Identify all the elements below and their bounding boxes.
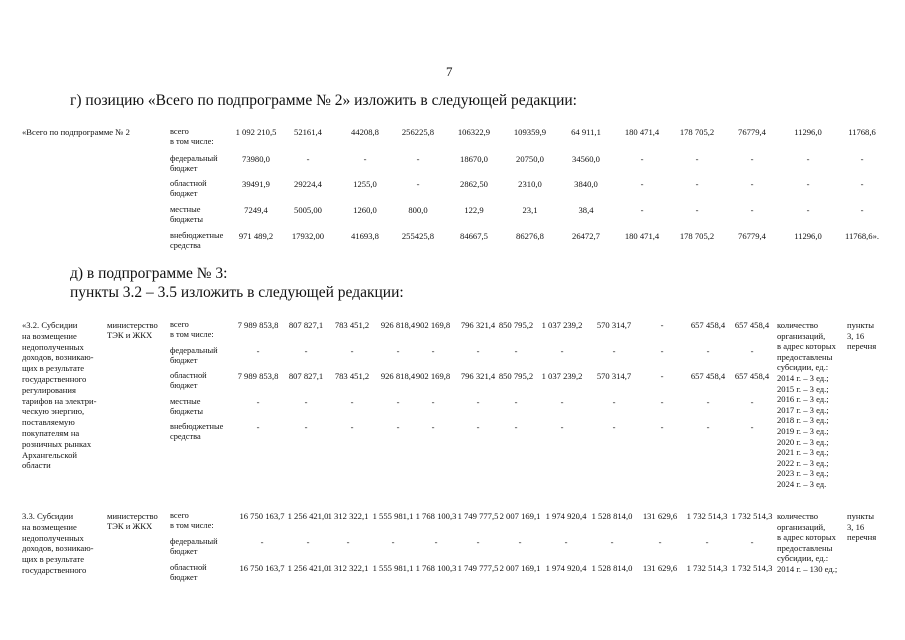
value-cell: 7249,4 xyxy=(244,205,268,215)
value-cell: 109359,9 xyxy=(513,127,547,137)
value-cell: 1 732 514,3 xyxy=(731,563,773,573)
value-cell: 255425,8 xyxy=(401,231,435,241)
value-cell: - xyxy=(431,346,435,356)
quantity-line: предоставлены xyxy=(777,351,833,362)
value-cell: - xyxy=(706,397,710,407)
value-cell: - xyxy=(564,537,568,547)
row-label: бюджеты xyxy=(170,215,204,225)
row-label: в том числе: xyxy=(170,330,214,340)
reference-line: перечня xyxy=(847,341,877,352)
value-cell: 1 974 920,4 xyxy=(545,511,587,521)
value-cell: 1 312 322,1 xyxy=(327,563,369,573)
value-cell: 73980,0 xyxy=(242,154,270,164)
item-title-line: поставляемую xyxy=(22,417,75,428)
value-cell: 41693,8 xyxy=(351,231,379,241)
quantity-line: 2021 г. – 3 ед.; xyxy=(777,447,829,458)
value-cell: - xyxy=(514,422,518,432)
quantity-line: 2020 г. – 3 ед.; xyxy=(777,436,829,447)
value-cell: - xyxy=(612,346,616,356)
row-label: всего xyxy=(170,511,189,520)
row-label: бюджет xyxy=(170,573,198,583)
row-label: местные xyxy=(170,205,201,214)
item-title-line: доходов, возникаю- xyxy=(22,352,94,363)
value-cell: 796 321,4 xyxy=(460,320,496,330)
value-cell: - xyxy=(695,154,699,164)
row-label: областной xyxy=(170,563,207,572)
item-title-line: государственного xyxy=(22,565,87,575)
value-cell: 1 749 777,5 xyxy=(457,563,499,573)
value-cell: - xyxy=(806,154,810,164)
value-cell: - xyxy=(560,346,564,356)
quantity-line: организаций, xyxy=(777,521,826,532)
row-label: в том числе: xyxy=(170,521,214,531)
value-cell: - xyxy=(416,154,420,164)
value-cell: - xyxy=(391,537,395,547)
ministry-line: министерство xyxy=(107,320,158,330)
item-title-line: недополученных xyxy=(22,532,84,543)
item-title-line: покупателям на xyxy=(22,428,80,438)
value-cell: - xyxy=(396,422,400,432)
heading-subprogram-2: г) позицию «Всего по подпрограмме № 2» изложить в следующей редакции: xyxy=(70,92,577,109)
value-cell: - xyxy=(660,371,664,381)
quantity-line: в адрес которых xyxy=(777,341,836,352)
value-cell: 783 451,2 xyxy=(334,320,370,330)
value-cell: 796 321,4 xyxy=(460,371,496,381)
value-cell: 180 471,4 xyxy=(624,127,660,137)
value-cell: - xyxy=(431,422,435,432)
item-title-line: регулирования xyxy=(22,384,76,395)
value-cell: 1 732 514,3 xyxy=(731,511,773,521)
value-cell: - xyxy=(514,346,518,356)
item-title-line: на возмещение xyxy=(22,330,77,341)
value-cell: - xyxy=(860,205,864,215)
subprogram-title: «Всего по подпрограмме № 2 xyxy=(22,127,130,137)
value-cell: 11768,6 xyxy=(848,127,876,137)
quantity-line: субсидии, ед.: xyxy=(777,553,829,564)
value-cell: - xyxy=(350,346,354,356)
value-cell: 1 037 239,2 xyxy=(541,320,583,330)
value-cell: 1 732 514,3 xyxy=(686,511,728,521)
value-cell: - xyxy=(396,397,400,407)
reference-line: пункты xyxy=(847,511,875,521)
value-cell: 657 458,4 xyxy=(734,371,770,381)
value-cell: - xyxy=(476,346,480,356)
value-cell: 76779,4 xyxy=(738,127,766,137)
quantity-line: 2018 г. – 3 ед.; xyxy=(777,415,829,426)
value-cell: 1255,0 xyxy=(353,179,377,189)
item-title-line: на возмещение xyxy=(22,521,77,532)
value-cell: 5005,00 xyxy=(294,205,322,215)
value-cell: - xyxy=(304,346,308,356)
value-cell: - xyxy=(476,422,480,432)
value-cell: - xyxy=(260,537,264,547)
row-label: федеральный xyxy=(170,537,218,546)
row-label: внебюджетные xyxy=(170,231,224,240)
value-cell: - xyxy=(806,205,810,215)
item-title-line: доходов, возникаю- xyxy=(22,543,94,554)
value-cell: - xyxy=(306,537,310,547)
value-cell: - xyxy=(476,397,480,407)
item-title-line: розничных рынках xyxy=(22,438,92,449)
value-cell: - xyxy=(695,179,699,189)
value-cell: 1 256 421,0 xyxy=(287,563,329,573)
value-cell: - xyxy=(750,537,754,547)
value-cell: - xyxy=(860,154,864,164)
quantity-line: 2016 г. – 3 ед.; xyxy=(777,394,829,405)
value-cell: - xyxy=(640,205,644,215)
value-cell: 971 489,2 xyxy=(238,231,274,241)
value-cell: 1 768 100,3 xyxy=(415,511,457,521)
item-title-line: области xyxy=(22,460,51,471)
row-label: областной xyxy=(170,179,207,188)
item-title-line: щих в результате xyxy=(22,554,85,565)
item-title-line: Архангельской xyxy=(22,449,77,460)
value-cell: - xyxy=(640,179,644,189)
value-cell: 926 818,4 xyxy=(380,320,416,330)
value-cell: - xyxy=(695,205,699,215)
value-cell: - xyxy=(396,346,400,356)
value-cell: 11296,0 xyxy=(794,231,822,241)
value-cell: - xyxy=(660,397,664,407)
value-cell: 17932,00 xyxy=(291,231,325,241)
quantity-line: 2014 г. – 3 ед.; xyxy=(777,373,829,383)
reference-line: перечня xyxy=(847,532,877,543)
quantity-line: организаций, xyxy=(777,330,826,341)
ministry-line: ТЭК и ЖКХ xyxy=(107,330,153,341)
quantity-line: количество xyxy=(777,511,819,521)
value-cell: 657 458,4 xyxy=(690,320,726,330)
value-cell: 1 037 239,2 xyxy=(541,371,583,381)
value-cell: - xyxy=(514,397,518,407)
quantity-line: количество xyxy=(777,320,819,330)
value-cell: 1 092 210,5 xyxy=(235,127,277,137)
quantity-line: субсидии, ед.: xyxy=(777,362,829,373)
value-cell: 64 911,1 xyxy=(571,127,601,137)
value-cell: 2310,0 xyxy=(518,179,542,189)
value-cell: 570 314,7 xyxy=(596,371,632,381)
value-cell: 1 555 981,1 xyxy=(372,563,414,573)
value-cell: 1 974 920,4 xyxy=(545,563,587,573)
value-cell: 850 795,2 xyxy=(498,320,534,330)
value-cell: - xyxy=(660,320,664,330)
value-cell: - xyxy=(346,537,350,547)
quantity-line: 2022 г. – 3 ед.; xyxy=(777,457,829,468)
value-cell: 7 989 853,8 xyxy=(237,371,279,381)
value-cell: 657 458,4 xyxy=(690,371,726,381)
item-title-line: «3.2. Субсидии xyxy=(22,320,78,330)
value-cell: - xyxy=(640,154,644,164)
row-label: бюджет xyxy=(170,547,198,557)
value-cell: 11768,6». xyxy=(844,231,880,241)
value-cell: - xyxy=(750,397,754,407)
quantity-line: 2017 г. – 3 ед.; xyxy=(777,404,829,415)
value-cell: - xyxy=(706,422,710,432)
value-cell: - xyxy=(518,537,522,547)
value-cell: 570 314,7 xyxy=(596,320,632,330)
heading-items-3-2-3-5: пункты 3.2 – 3.5 изложить в следующей редакции: xyxy=(70,284,404,301)
value-cell: 2 007 169,1 xyxy=(499,511,541,521)
item-title-line: государственного xyxy=(22,374,87,384)
value-cell: 1 256 421,0 xyxy=(287,511,329,521)
value-cell: 902 169,8 xyxy=(415,371,451,381)
value-cell: - xyxy=(304,422,308,432)
value-cell: 44208,8 xyxy=(351,127,379,137)
value-cell: 131 629,6 xyxy=(642,511,678,521)
row-label: бюджет xyxy=(170,356,198,366)
row-label: местные xyxy=(170,397,201,406)
value-cell: 1 732 514,3 xyxy=(686,563,728,573)
value-cell: 783 451,2 xyxy=(334,371,370,381)
value-cell: - xyxy=(560,422,564,432)
value-cell: - xyxy=(610,537,614,547)
item-title-line: щих в результате xyxy=(22,363,85,374)
value-cell: - xyxy=(350,397,354,407)
value-cell: - xyxy=(706,346,710,356)
row-label: бюджеты xyxy=(170,407,204,417)
row-label: всего xyxy=(170,127,189,136)
value-cell: 2 007 169,1 xyxy=(499,563,541,573)
value-cell: - xyxy=(350,422,354,432)
value-cell: 178 705,2 xyxy=(679,231,715,241)
heading-subprogram-3: д) в подпрограмме № 3: xyxy=(70,265,228,282)
value-cell: 76779,4 xyxy=(738,231,766,241)
value-cell: - xyxy=(256,346,260,356)
value-cell: 122,9 xyxy=(464,205,484,215)
value-cell: - xyxy=(434,537,438,547)
value-cell: - xyxy=(304,397,308,407)
value-cell: 1 768 100,3 xyxy=(415,563,457,573)
value-cell: 84667,5 xyxy=(460,231,488,241)
item-title-line: тарифов на электри- xyxy=(22,395,97,406)
value-cell: 16 750 163,7 xyxy=(239,511,285,521)
value-cell: 38,4 xyxy=(578,205,594,215)
value-cell: 657 458,4 xyxy=(734,320,770,330)
reference-line: 3, 16 xyxy=(847,521,865,532)
row-label: федеральный xyxy=(170,154,218,163)
value-cell: 29224,4 xyxy=(294,179,322,189)
row-label: бюджет xyxy=(170,164,198,174)
value-cell: - xyxy=(560,397,564,407)
value-cell: - xyxy=(750,205,754,215)
value-cell: 3840,0 xyxy=(574,179,598,189)
row-label: средства xyxy=(170,432,201,442)
reference-line: 3, 16 xyxy=(847,330,865,341)
reference-line: пункты xyxy=(847,320,875,330)
value-cell: 1 528 814,0 xyxy=(591,511,633,521)
ministry-line: министерство xyxy=(107,511,158,521)
value-cell: - xyxy=(256,397,260,407)
row-label: внебюджетные xyxy=(170,422,224,431)
item-title-line: недополученных xyxy=(22,341,84,352)
value-cell: 7 989 853,8 xyxy=(237,320,279,330)
row-label: федеральный xyxy=(170,346,218,355)
page-number: 7 xyxy=(446,64,453,79)
quantity-line: 2023 г. – 3 ед.; xyxy=(777,468,829,479)
value-cell: 180 471,4 xyxy=(624,231,660,241)
value-cell: 11296,0 xyxy=(794,127,822,137)
value-cell: 131 629,6 xyxy=(642,563,678,573)
quantity-line: в адрес которых xyxy=(777,532,836,543)
row-label: бюджет xyxy=(170,189,198,199)
value-cell: 26472,7 xyxy=(572,231,600,241)
value-cell: 1 749 777,5 xyxy=(457,511,499,521)
value-cell: - xyxy=(363,154,367,164)
value-cell: 1260,0 xyxy=(353,205,377,215)
value-cell: 86276,8 xyxy=(516,231,544,241)
value-cell: 106322,9 xyxy=(457,127,491,137)
value-cell: 850 795,2 xyxy=(498,371,534,381)
value-cell: - xyxy=(612,397,616,407)
value-cell: - xyxy=(860,179,864,189)
value-cell: - xyxy=(476,537,480,547)
value-cell: 23,1 xyxy=(522,205,538,215)
value-cell: 807 827,1 xyxy=(288,320,324,330)
value-cell: - xyxy=(612,422,616,432)
value-cell: 20750,0 xyxy=(516,154,544,164)
value-cell: - xyxy=(306,154,310,164)
value-cell: - xyxy=(660,422,664,432)
row-label: бюджет xyxy=(170,381,198,391)
value-cell: - xyxy=(806,179,810,189)
value-cell: - xyxy=(750,179,754,189)
quantity-line: 2015 г. – 3 ед.; xyxy=(777,383,829,394)
value-cell: 926 818,4 xyxy=(380,371,416,381)
value-cell: 256225,8 xyxy=(401,127,435,137)
value-cell: 39491,9 xyxy=(242,179,270,189)
value-cell: 18670,0 xyxy=(460,154,488,164)
row-label: в том числе: xyxy=(170,137,214,147)
value-cell: - xyxy=(750,422,754,432)
quantity-line: 2024 г. – 3 ед. xyxy=(777,479,827,489)
value-cell: 807 827,1 xyxy=(288,371,324,381)
quantity-line: 2019 г. – 3 ед.; xyxy=(777,426,829,436)
row-label: областной xyxy=(170,371,207,380)
row-label: средства xyxy=(170,241,201,251)
value-cell: - xyxy=(750,154,754,164)
value-cell: - xyxy=(256,422,260,432)
value-cell: 2862,50 xyxy=(460,179,488,189)
value-cell: 52161,4 xyxy=(294,127,322,137)
value-cell: 178 705,2 xyxy=(679,127,715,137)
quantity-line: 2014 г. – 130 ед.; xyxy=(777,564,838,574)
quantity-line: предоставлены xyxy=(777,542,833,553)
item-title-line: ческую энергию, xyxy=(22,406,85,417)
value-cell: 1 528 814,0 xyxy=(591,563,633,573)
value-cell: - xyxy=(705,537,709,547)
value-cell: - xyxy=(416,179,420,189)
value-cell: - xyxy=(660,346,664,356)
value-cell: 800,0 xyxy=(408,205,428,215)
row-label: всего xyxy=(170,320,189,329)
value-cell: 34560,0 xyxy=(572,154,600,164)
value-cell: 902 169,8 xyxy=(415,320,451,330)
value-cell: - xyxy=(750,346,754,356)
value-cell: 1 555 981,1 xyxy=(372,511,414,521)
ministry-line: ТЭК и ЖКХ xyxy=(107,521,153,532)
value-cell: - xyxy=(431,397,435,407)
value-cell: 1 312 322,1 xyxy=(327,511,369,521)
value-cell: - xyxy=(658,537,662,547)
value-cell: 16 750 163,7 xyxy=(239,563,285,573)
item-title-line: 3.3. Субсидии xyxy=(22,511,74,521)
